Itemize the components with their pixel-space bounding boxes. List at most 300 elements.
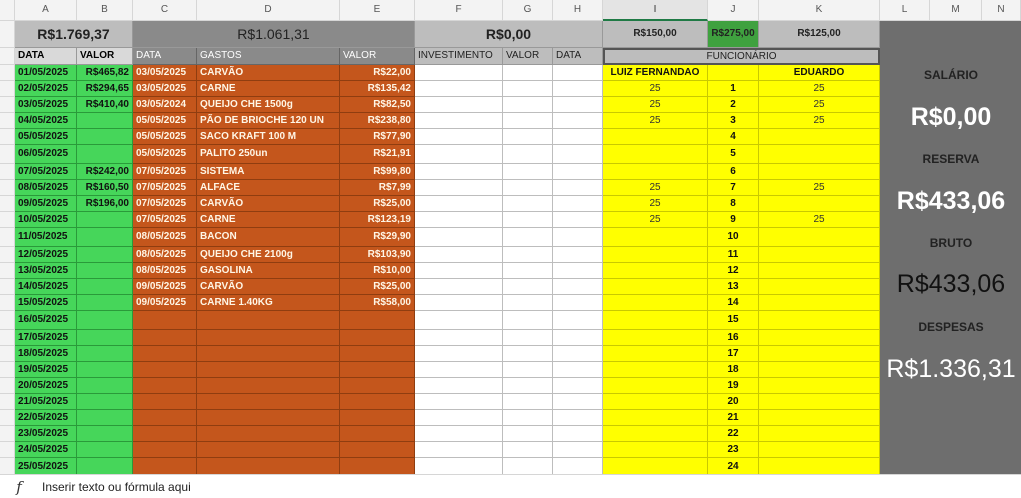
dia-cell[interactable]: 8 xyxy=(708,196,759,212)
gasto-item-cell[interactable]: PALITO 250un xyxy=(197,145,340,164)
receita-data-cell[interactable]: 08/05/2025 xyxy=(15,180,77,196)
gasto-valor-cell[interactable]: R$7,99 xyxy=(340,180,415,196)
receita-valor-cell[interactable] xyxy=(77,113,133,129)
investimento-valor-cell[interactable] xyxy=(503,212,553,228)
funcionario-1-diaria[interactable] xyxy=(603,279,708,295)
header-data-investimento[interactable]: DATA xyxy=(553,48,603,65)
gasto-data-cell[interactable] xyxy=(133,346,197,362)
gasto-data-cell[interactable]: 08/05/2025 xyxy=(133,247,197,263)
receita-data-cell[interactable]: 17/05/2025 xyxy=(15,330,77,346)
funcionario-2-diaria[interactable]: 25 xyxy=(759,113,880,129)
gasto-valor-cell[interactable]: R$25,00 xyxy=(340,196,415,212)
dia-cell[interactable]: 15 xyxy=(708,311,759,330)
investimento-data-cell[interactable] xyxy=(553,129,603,145)
gasto-item-cell[interactable] xyxy=(197,346,340,362)
receita-valor-cell[interactable] xyxy=(77,330,133,346)
receita-valor-cell[interactable] xyxy=(77,145,133,164)
column-header-k[interactable]: K xyxy=(759,0,880,21)
gasto-item-cell[interactable]: CARNE xyxy=(197,81,340,97)
receita-data-cell[interactable]: 21/05/2025 xyxy=(15,394,77,410)
gasto-item-cell[interactable] xyxy=(197,410,340,426)
row-header[interactable] xyxy=(0,311,15,330)
gasto-item-cell[interactable] xyxy=(197,442,340,458)
funcionario-1-diaria[interactable] xyxy=(603,410,708,426)
investimento-data-cell[interactable] xyxy=(553,97,603,113)
investimento-valor-cell[interactable] xyxy=(503,164,553,180)
investimento-cell[interactable] xyxy=(415,212,503,228)
investimento-valor-cell[interactable] xyxy=(503,145,553,164)
funcionario-2-diaria[interactable] xyxy=(759,378,880,394)
gasto-valor-cell[interactable]: R$58,00 xyxy=(340,295,415,311)
dia-cell[interactable]: 2 xyxy=(708,97,759,113)
receita-valor-cell[interactable] xyxy=(77,378,133,394)
gasto-item-cell[interactable]: CARVÃO xyxy=(197,196,340,212)
investimento-data-cell[interactable] xyxy=(553,330,603,346)
funcionario-2-diaria[interactable] xyxy=(759,129,880,145)
total-pago[interactable]: R$275,00 xyxy=(708,21,759,48)
dia-cell[interactable]: 13 xyxy=(708,279,759,295)
gasto-item-cell[interactable]: CARVÃO xyxy=(197,279,340,295)
investimento-cell[interactable] xyxy=(415,263,503,279)
receita-valor-cell[interactable] xyxy=(77,212,133,228)
row-header[interactable] xyxy=(0,410,15,426)
investimento-data-cell[interactable] xyxy=(553,442,603,458)
row-header[interactable] xyxy=(0,295,15,311)
receita-data-cell[interactable]: 19/05/2025 xyxy=(15,362,77,378)
gasto-data-cell[interactable]: 07/05/2025 xyxy=(133,196,197,212)
row-header[interactable] xyxy=(0,97,15,113)
receita-valor-cell[interactable] xyxy=(77,279,133,295)
select-all-corner[interactable] xyxy=(0,0,15,21)
investimento-valor-cell[interactable] xyxy=(503,410,553,426)
dia-cell[interactable]: 12 xyxy=(708,263,759,279)
gasto-data-cell[interactable] xyxy=(133,458,197,474)
funcionario-1-diaria[interactable] xyxy=(603,426,708,442)
funcionario-1-diaria[interactable] xyxy=(603,164,708,180)
dia-cell[interactable]: 4 xyxy=(708,129,759,145)
dia-cell[interactable]: 23 xyxy=(708,442,759,458)
gasto-item-cell[interactable]: PÃO DE BRIOCHE 120 UN xyxy=(197,113,340,129)
receita-data-cell[interactable]: 05/05/2025 xyxy=(15,129,77,145)
investimento-cell[interactable] xyxy=(415,180,503,196)
investimento-valor-cell[interactable] xyxy=(503,129,553,145)
investimento-cell[interactable] xyxy=(415,330,503,346)
column-header-n[interactable]: N xyxy=(982,0,1021,21)
funcionario-2-diaria[interactable] xyxy=(759,247,880,263)
funcionario-2-diaria[interactable] xyxy=(759,410,880,426)
row-header[interactable] xyxy=(0,65,15,81)
funcionario-2-diaria[interactable] xyxy=(759,145,880,164)
gasto-valor-cell[interactable] xyxy=(340,311,415,330)
funcionario-1-diaria[interactable]: 25 xyxy=(603,212,708,228)
receita-data-cell[interactable]: 11/05/2025 xyxy=(15,228,77,247)
gasto-data-cell[interactable] xyxy=(133,362,197,378)
gasto-valor-cell[interactable] xyxy=(340,458,415,474)
investimento-cell[interactable] xyxy=(415,97,503,113)
gasto-valor-cell[interactable]: R$25,00 xyxy=(340,279,415,295)
dia-cell[interactable]: 1 xyxy=(708,81,759,97)
funcionario-2-diaria[interactable] xyxy=(759,426,880,442)
row-header[interactable] xyxy=(0,129,15,145)
dia-cell[interactable]: 17 xyxy=(708,346,759,362)
gasto-item-cell[interactable] xyxy=(197,311,340,330)
investimento-data-cell[interactable] xyxy=(553,346,603,362)
funcionario-1-diaria[interactable] xyxy=(603,263,708,279)
investimento-cell[interactable] xyxy=(415,442,503,458)
receita-valor-cell[interactable]: R$465,82 xyxy=(77,65,133,81)
gasto-item-cell[interactable] xyxy=(197,458,340,474)
investimento-data-cell[interactable] xyxy=(553,263,603,279)
dia-cell[interactable]: 5 xyxy=(708,145,759,164)
row-header[interactable] xyxy=(0,346,15,362)
receita-data-cell[interactable]: 23/05/2025 xyxy=(15,426,77,442)
investimento-data-cell[interactable] xyxy=(553,247,603,263)
funcionario-2-diaria[interactable]: 25 xyxy=(759,180,880,196)
gasto-data-cell[interactable]: 09/05/2025 xyxy=(133,295,197,311)
receita-data-cell[interactable]: 25/05/2025 xyxy=(15,458,77,474)
row-header[interactable] xyxy=(0,279,15,295)
gasto-item-cell[interactable] xyxy=(197,378,340,394)
investimento-data-cell[interactable] xyxy=(553,362,603,378)
investimento-cell[interactable] xyxy=(415,311,503,330)
row-header[interactable] xyxy=(0,145,15,164)
receita-valor-cell[interactable] xyxy=(77,129,133,145)
gasto-data-cell[interactable]: 03/05/2025 xyxy=(133,81,197,97)
receita-valor-cell[interactable] xyxy=(77,228,133,247)
row-header[interactable] xyxy=(0,48,15,65)
gastos-total[interactable]: R$1.061,31 xyxy=(133,21,415,48)
funcionario-1-diaria[interactable]: 25 xyxy=(603,196,708,212)
column-header-b[interactable]: B xyxy=(77,0,133,21)
funcionario-1-diaria[interactable] xyxy=(603,228,708,247)
gasto-valor-cell[interactable]: R$82,50 xyxy=(340,97,415,113)
dia-cell[interactable]: 19 xyxy=(708,378,759,394)
investimento-cell[interactable] xyxy=(415,458,503,474)
funcionario-1-diaria[interactable]: 25 xyxy=(603,97,708,113)
dia-cell[interactable]: 18 xyxy=(708,362,759,378)
gasto-valor-cell[interactable] xyxy=(340,410,415,426)
funcionario-1-diaria[interactable] xyxy=(603,145,708,164)
investimento-cell[interactable] xyxy=(415,129,503,145)
receita-valor-cell[interactable] xyxy=(77,362,133,378)
column-header-f[interactable]: F xyxy=(415,0,503,21)
investimento-valor-cell[interactable] xyxy=(503,295,553,311)
funcionario-2-diaria[interactable]: 25 xyxy=(759,81,880,97)
dia-cell[interactable]: 7 xyxy=(708,180,759,196)
funcionario-2-diaria[interactable]: 25 xyxy=(759,212,880,228)
gasto-valor-cell[interactable] xyxy=(340,426,415,442)
gasto-valor-cell[interactable] xyxy=(340,394,415,410)
gasto-valor-cell[interactable]: R$77,90 xyxy=(340,129,415,145)
receitas-total[interactable]: R$1.769,37 xyxy=(15,21,133,48)
receita-data-cell[interactable]: 24/05/2025 xyxy=(15,442,77,458)
gasto-data-cell[interactable] xyxy=(133,426,197,442)
dia-cell[interactable]: 6 xyxy=(708,164,759,180)
investimento-cell[interactable] xyxy=(415,247,503,263)
row-header[interactable] xyxy=(0,212,15,228)
gasto-data-cell[interactable]: 05/05/2025 xyxy=(133,145,197,164)
gasto-data-cell[interactable]: 05/05/2025 xyxy=(133,113,197,129)
row-header[interactable] xyxy=(0,442,15,458)
gasto-valor-cell[interactable] xyxy=(340,346,415,362)
gasto-item-cell[interactable] xyxy=(197,426,340,442)
receita-data-cell[interactable]: 18/05/2025 xyxy=(15,346,77,362)
receita-valor-cell[interactable]: R$196,00 xyxy=(77,196,133,212)
investimento-cell[interactable] xyxy=(415,164,503,180)
investimento-cell[interactable] xyxy=(415,65,503,81)
receita-data-cell[interactable]: 15/05/2025 xyxy=(15,295,77,311)
receita-valor-cell[interactable] xyxy=(77,263,133,279)
receita-data-cell[interactable]: 09/05/2025 xyxy=(15,196,77,212)
row-header[interactable] xyxy=(0,180,15,196)
investimento-valor-cell[interactable] xyxy=(503,180,553,196)
funcionario-1-diaria[interactable] xyxy=(603,311,708,330)
receita-valor-cell[interactable] xyxy=(77,346,133,362)
funcionario-1-diaria[interactable] xyxy=(603,295,708,311)
gasto-data-cell[interactable]: 05/05/2025 xyxy=(133,129,197,145)
row-header[interactable] xyxy=(0,330,15,346)
funcionario-1-diaria[interactable] xyxy=(603,129,708,145)
column-header-h[interactable]: H xyxy=(553,0,603,21)
investimento-data-cell[interactable] xyxy=(553,311,603,330)
dia-cell[interactable]: 11 xyxy=(708,247,759,263)
funcionario-1-diaria[interactable]: 25 xyxy=(603,113,708,129)
investimento-valor-cell[interactable] xyxy=(503,330,553,346)
investimento-cell[interactable] xyxy=(415,410,503,426)
investimento-cell[interactable] xyxy=(415,196,503,212)
gasto-valor-cell[interactable] xyxy=(340,442,415,458)
funcionario-2-diaria[interactable] xyxy=(759,279,880,295)
header-data[interactable]: DATA xyxy=(15,48,77,65)
receita-data-cell[interactable]: 14/05/2025 xyxy=(15,279,77,295)
dia-cell[interactable]: 22 xyxy=(708,426,759,442)
funcionario-1-total[interactable]: R$150,00 xyxy=(603,21,708,48)
investimento-data-cell[interactable] xyxy=(553,394,603,410)
funcionario-1-diaria[interactable]: 25 xyxy=(603,180,708,196)
receita-valor-cell[interactable]: R$160,50 xyxy=(77,180,133,196)
receita-data-cell[interactable]: 07/05/2025 xyxy=(15,164,77,180)
row-header[interactable] xyxy=(0,378,15,394)
investimento-cell[interactable] xyxy=(415,295,503,311)
funcionario-2-diaria[interactable] xyxy=(759,164,880,180)
investimento-data-cell[interactable] xyxy=(553,196,603,212)
investimento-cell[interactable] xyxy=(415,228,503,247)
gasto-data-cell[interactable] xyxy=(133,330,197,346)
header-investimento[interactable]: INVESTIMENTO xyxy=(415,48,503,65)
investimento-cell[interactable] xyxy=(415,346,503,362)
investimento-data-cell[interactable] xyxy=(553,180,603,196)
row-header[interactable] xyxy=(0,196,15,212)
gasto-valor-cell[interactable]: R$10,00 xyxy=(340,263,415,279)
receita-data-cell[interactable]: 03/05/2025 xyxy=(15,97,77,113)
gasto-data-cell[interactable]: 03/05/2024 xyxy=(133,97,197,113)
funcionario-1-diaria[interactable] xyxy=(603,346,708,362)
header-valor-gastos[interactable]: VALOR xyxy=(340,48,415,65)
receita-valor-cell[interactable] xyxy=(77,426,133,442)
column-header-e[interactable]: E xyxy=(340,0,415,21)
investimento-valor-cell[interactable] xyxy=(503,65,553,81)
gasto-item-cell[interactable]: SISTEMA xyxy=(197,164,340,180)
receita-valor-cell[interactable] xyxy=(77,295,133,311)
row-header[interactable] xyxy=(0,394,15,410)
row-header[interactable] xyxy=(0,164,15,180)
funcionario-1-diaria[interactable] xyxy=(603,378,708,394)
column-header-m[interactable]: M xyxy=(930,0,982,21)
funcionario-2-diaria[interactable] xyxy=(759,311,880,330)
gasto-data-cell[interactable]: 09/05/2025 xyxy=(133,279,197,295)
gasto-valor-cell[interactable]: R$21,91 xyxy=(340,145,415,164)
investimento-cell[interactable] xyxy=(415,279,503,295)
investimento-valor-cell[interactable] xyxy=(503,196,553,212)
dia-cell[interactable]: 24 xyxy=(708,458,759,474)
funcionario-2-diaria[interactable] xyxy=(759,263,880,279)
investimento-valor-cell[interactable] xyxy=(503,228,553,247)
funcionario-1-diaria[interactable] xyxy=(603,330,708,346)
funcionario-2-diaria[interactable] xyxy=(759,394,880,410)
investimento-valor-cell[interactable] xyxy=(503,311,553,330)
funcionario-1-diaria[interactable] xyxy=(603,442,708,458)
row-header[interactable] xyxy=(0,362,15,378)
investimento-data-cell[interactable] xyxy=(553,145,603,164)
investimento-valor-cell[interactable] xyxy=(503,394,553,410)
receita-valor-cell[interactable] xyxy=(77,311,133,330)
gasto-data-cell[interactable] xyxy=(133,378,197,394)
column-header-j[interactable]: J xyxy=(708,0,759,21)
funcionario-2-diaria[interactable] xyxy=(759,458,880,474)
dia-cell[interactable]: 10 xyxy=(708,228,759,247)
column-header-a[interactable]: A xyxy=(15,0,77,21)
gasto-valor-cell[interactable]: R$99,80 xyxy=(340,164,415,180)
investimento-data-cell[interactable] xyxy=(553,113,603,129)
receita-data-cell[interactable]: 13/05/2025 xyxy=(15,263,77,279)
investimento-cell[interactable] xyxy=(415,81,503,97)
funcionario-2-total[interactable]: R$125,00 xyxy=(759,21,880,48)
dia-cell[interactable]: 3 xyxy=(708,113,759,129)
fx-icon[interactable]: f xyxy=(16,477,22,496)
header-valor-investimento[interactable]: VALOR xyxy=(503,48,553,65)
gasto-item-cell[interactable] xyxy=(197,394,340,410)
receita-valor-cell[interactable] xyxy=(77,394,133,410)
investimento-valor-cell[interactable] xyxy=(503,458,553,474)
dia-cell[interactable]: 16 xyxy=(708,330,759,346)
investimento-valor-cell[interactable] xyxy=(503,263,553,279)
funcionario-2-diaria[interactable] xyxy=(759,196,880,212)
funcionario-2-diaria[interactable] xyxy=(759,362,880,378)
gasto-item-cell[interactable]: CARNE 1.40KG xyxy=(197,295,340,311)
receita-data-cell[interactable]: 01/05/2025 xyxy=(15,65,77,81)
receita-valor-cell[interactable] xyxy=(77,458,133,474)
investimento-valor-cell[interactable] xyxy=(503,442,553,458)
investimento-cell[interactable] xyxy=(415,362,503,378)
investimento-data-cell[interactable] xyxy=(553,81,603,97)
gasto-valor-cell[interactable] xyxy=(340,362,415,378)
investimento-valor-cell[interactable] xyxy=(503,378,553,394)
funcionario-2-header[interactable]: EDUARDO xyxy=(759,65,880,81)
investimento-valor-cell[interactable] xyxy=(503,247,553,263)
gasto-valor-cell[interactable] xyxy=(340,330,415,346)
gasto-item-cell[interactable]: GASOLINA xyxy=(197,263,340,279)
gasto-data-cell[interactable]: 08/05/2025 xyxy=(133,263,197,279)
funcionario-1-diaria[interactable] xyxy=(603,394,708,410)
gasto-item-cell[interactable]: QUEIJO CHE 1500g xyxy=(197,97,340,113)
receita-data-cell[interactable]: 12/05/2025 xyxy=(15,247,77,263)
column-header-l[interactable]: L xyxy=(880,0,930,21)
gasto-item-cell[interactable]: CARNE xyxy=(197,212,340,228)
row-header[interactable] xyxy=(0,426,15,442)
header-funcionario[interactable]: FUNCIONÁRIO xyxy=(603,48,880,65)
formula-input[interactable]: Inserir texto ou fórmula aqui xyxy=(42,479,191,494)
investimento-cell[interactable] xyxy=(415,113,503,129)
investimento-cell[interactable] xyxy=(415,145,503,164)
gasto-data-cell[interactable] xyxy=(133,442,197,458)
gasto-valor-cell[interactable]: R$103,90 xyxy=(340,247,415,263)
column-header-c[interactable]: C xyxy=(133,0,197,21)
gasto-valor-cell[interactable] xyxy=(340,378,415,394)
gasto-valor-cell[interactable]: R$238,80 xyxy=(340,113,415,129)
receita-valor-cell[interactable]: R$294,65 xyxy=(77,81,133,97)
funcionario-2-diaria[interactable] xyxy=(759,228,880,247)
gasto-item-cell[interactable]: QUEIJO CHE 2100g xyxy=(197,247,340,263)
investimento-data-cell[interactable] xyxy=(553,426,603,442)
receita-data-cell[interactable]: 16/05/2025 xyxy=(15,311,77,330)
row-header[interactable] xyxy=(0,228,15,247)
receita-data-cell[interactable]: 04/05/2025 xyxy=(15,113,77,129)
funcionario-1-diaria[interactable] xyxy=(603,247,708,263)
dia-cell[interactable]: 9 xyxy=(708,212,759,228)
receita-valor-cell[interactable] xyxy=(77,410,133,426)
header-valor[interactable]: VALOR xyxy=(77,48,133,65)
investimento-data-cell[interactable] xyxy=(553,410,603,426)
investimento-valor-cell[interactable] xyxy=(503,362,553,378)
investimento-valor-cell[interactable] xyxy=(503,346,553,362)
investimento-valor-cell[interactable] xyxy=(503,426,553,442)
gasto-valor-cell[interactable]: R$22,00 xyxy=(340,65,415,81)
funcionario-1-diaria[interactable] xyxy=(603,362,708,378)
investimento-data-cell[interactable] xyxy=(553,164,603,180)
row-header[interactable] xyxy=(0,263,15,279)
gasto-data-cell[interactable]: 08/05/2025 xyxy=(133,228,197,247)
funcionario-2-diaria[interactable] xyxy=(759,295,880,311)
gasto-data-cell[interactable] xyxy=(133,394,197,410)
gasto-valor-cell[interactable]: R$29,90 xyxy=(340,228,415,247)
gasto-item-cell[interactable]: ALFACE xyxy=(197,180,340,196)
header-gastos[interactable]: GASTOS xyxy=(197,48,340,65)
investimento-data-cell[interactable] xyxy=(553,279,603,295)
dia-cell[interactable]: 21 xyxy=(708,410,759,426)
investimento-cell[interactable] xyxy=(415,378,503,394)
row-header[interactable] xyxy=(0,458,15,474)
receita-data-cell[interactable]: 10/05/2025 xyxy=(15,212,77,228)
investimento-data-cell[interactable] xyxy=(553,295,603,311)
gasto-data-cell[interactable] xyxy=(133,311,197,330)
row-header[interactable] xyxy=(0,81,15,97)
row-header[interactable] xyxy=(0,247,15,263)
gasto-item-cell[interactable]: BACON xyxy=(197,228,340,247)
funcionario-2-diaria[interactable] xyxy=(759,346,880,362)
header-data-gastos[interactable]: DATA xyxy=(133,48,197,65)
receita-valor-cell[interactable]: R$242,00 xyxy=(77,164,133,180)
column-header-i[interactable]: I xyxy=(603,0,708,21)
funcionario-2-diaria[interactable] xyxy=(759,442,880,458)
gasto-data-cell[interactable]: 07/05/2025 xyxy=(133,180,197,196)
dia-cell[interactable]: 20 xyxy=(708,394,759,410)
investimento-data-cell[interactable] xyxy=(553,458,603,474)
dia-cell[interactable] xyxy=(708,65,759,81)
receita-valor-cell[interactable]: R$410,40 xyxy=(77,97,133,113)
investimento-data-cell[interactable] xyxy=(553,212,603,228)
gasto-data-cell[interactable]: 07/05/2025 xyxy=(133,212,197,228)
investimento-valor-cell[interactable] xyxy=(503,81,553,97)
